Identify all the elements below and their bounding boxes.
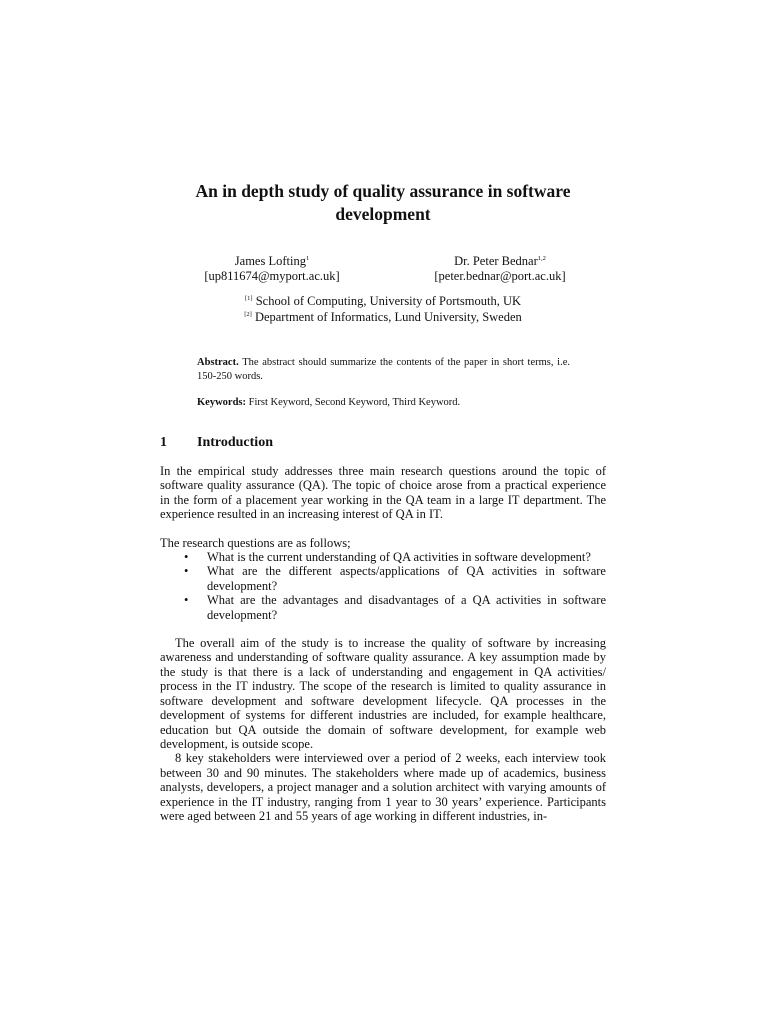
- list-item: [160, 550, 606, 564]
- abstract: [197, 356, 570, 383]
- affiliations: [160, 292, 606, 324]
- affiliation-1-text: School of Computing, University of Portsmouth, UK: [255, 294, 521, 308]
- author-2-affiliation-mark: 1,2: [537, 255, 546, 262]
- affiliation-2: [160, 308, 606, 324]
- bullet-icon: •: [184, 564, 189, 579]
- section-title: Introduction: [197, 435, 273, 450]
- stakeholder-paragraph: 8 key stakeholders were interviewed over a period of 2 weeks, each interview took between 30 and 90 minutes. The stakeholders where made up of academics, business analysts, developers, a project manager and a solution architect with varying amounts of experience in the IT industry, ranging from 1 year to 30 years’ experience. Participants were aged between 21 and 55 years of age working in different industries, in-: [160, 751, 606, 823]
- keywords-label: Keywords:: [197, 397, 246, 408]
- author-2-name: Dr. Peter Bednar: [454, 254, 538, 268]
- section-heading: [160, 434, 273, 451]
- bullet-icon: •: [184, 550, 189, 565]
- abstract-text: The abstract should summarize the contents of the paper in short terms, i.e. 150-250 words.: [197, 357, 571, 382]
- section-body: [160, 464, 606, 823]
- affiliation-2-text: Department of Informatics, Lund University, Sweden: [254, 310, 522, 324]
- paper-title: An in depth study of quality assurance in software development: [195, 181, 571, 224]
- research-questions-list: [160, 550, 606, 622]
- author-1-name: James Lofting: [234, 254, 306, 268]
- keywords-text: First Keyword, Second Keyword, Third Keyword.: [248, 397, 461, 408]
- author-2-email: [peter.bednar@port.ac.uk]: [434, 269, 566, 283]
- author-1-affiliation-mark: 1: [305, 255, 310, 262]
- list-item-text: What are the advantages and disadvantages of a QA activities in software development?: [207, 593, 606, 622]
- affiliation-1: [160, 292, 606, 308]
- section-number: 1: [160, 435, 167, 450]
- abstract-block: [197, 356, 570, 410]
- list-item-text: What is the current understanding of QA activities in software development?: [207, 550, 591, 565]
- author-1: [188, 251, 356, 284]
- research-questions-intro: The research questions are as follows;: [160, 535, 351, 550]
- list-item: [160, 564, 606, 593]
- author-1-email: [up811674@myport.ac.uk]: [204, 269, 340, 283]
- list-item-text: What are the different aspects/applications of QA activities in software development?: [207, 564, 606, 593]
- bullet-icon: •: [184, 593, 189, 608]
- author-2: [426, 251, 574, 284]
- abstract-label: Abstract.: [197, 357, 239, 368]
- keywords: [197, 396, 570, 410]
- list-item: [160, 593, 606, 622]
- affiliation-1-mark: [1]: [245, 295, 253, 302]
- aim-paragraph: The overall aim of the study is to increase the quality of software by increasing awareness and understanding of software quality assurance. A key assumption made by the study is that there is a lack of understanding and engagement in QA activities/ process in the IT industry. The scope of the research is limited to quality assurance in software development and software development lifecycle. QA processes in the development of systems for different industries are included, for example healthcare, education but QA outside the domain of software development, for example web development, is outside scope.: [160, 636, 606, 751]
- intro-paragraph: In the empirical study addresses three main research questions around the topic of software quality assurance (QA). The topic of choice arose from a practical experience in the form of a placement year working in the QA team in a large IT department. The experience resulted in an increasing interest of QA in IT.: [160, 464, 606, 522]
- affiliation-2-mark: [2]: [244, 311, 252, 318]
